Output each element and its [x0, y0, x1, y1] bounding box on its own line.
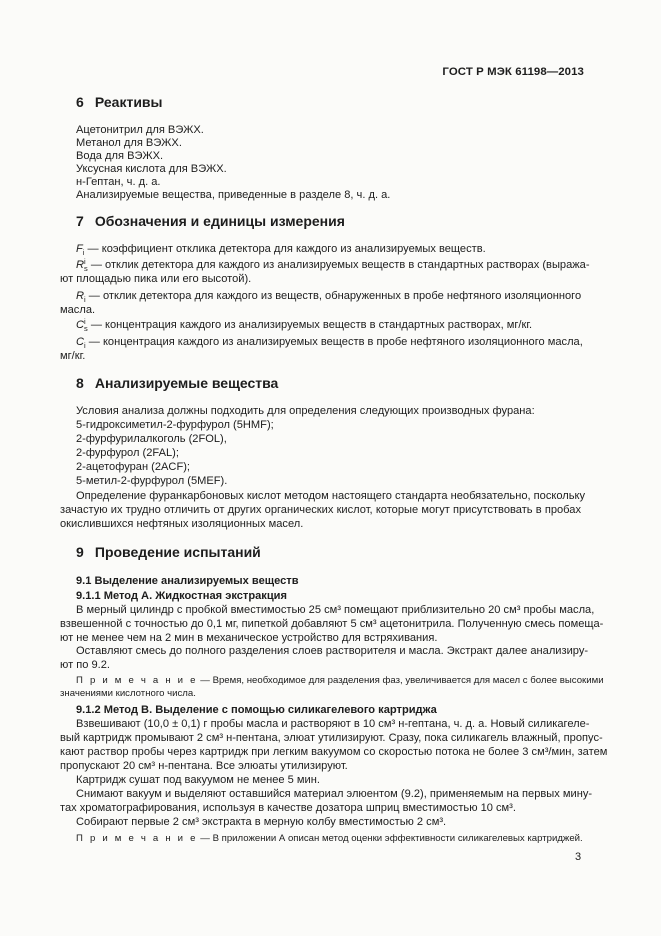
section-title: Анализируемые вещества [94, 375, 279, 391]
reagent-item: Анализируемые вещества, приведенные в разделе 8, ч. д. а. [76, 189, 391, 201]
paragraph-line: Оставляют смесь до полного разделения слоев растворителя и масла. Экстракт далее анализиру- [76, 645, 589, 657]
paragraph-line: окислившихся нефтяных изоляционных масел. [60, 518, 304, 530]
symbol-superscript: i [84, 317, 86, 326]
paragraph-line: Снимают вакуум и выделяют оставшийся материал элюентом (9.2), применяемым на первых мину- [76, 788, 593, 800]
definition-continuation: мг/кг. [60, 350, 86, 362]
paragraph-line: ют по 9.2. [60, 659, 111, 671]
furan-item: 2-ацетофуран (2ACF); [76, 461, 190, 473]
section-number: 9 [76, 544, 84, 560]
symbol: C [76, 318, 85, 331]
subsection-9-1-2-heading: 9.1.2 Метод В. Выделение с помощью силикагелевого картриджа [76, 704, 437, 716]
note-2 [76, 833, 583, 845]
symbol: F [76, 243, 83, 255]
reagent-item: Метанол для ВЭЖХ. [76, 137, 182, 149]
definition-continuation: масла. [60, 304, 96, 316]
symbol: C [76, 336, 85, 348]
definition-text: — отклик детектора для каждого из веществ, обнаруженных в пробе нефтяного изоляционного [85, 290, 582, 302]
paragraph-line: Картридж сушат под вакуумом не менее 5 мин. [76, 774, 320, 786]
definition-text: — коэффициент отклика детектора для каждого из анализируемых веществ. [84, 243, 486, 255]
furan-item: 5-гидроксиметил-2-фурфурол (5HMF); [76, 419, 274, 431]
reagent-item: н-Гептан, ч. д. а. [76, 176, 161, 188]
symbol: R [76, 290, 85, 302]
furan-item: 2-фурфурилалкоголь (2FOL), [76, 433, 227, 445]
symbol-subscript: s [84, 264, 88, 273]
furan-item: 5-метил-2-фурфурол (5MEF). [76, 475, 228, 487]
paragraph-line: Определение фуранкарбоновых кислот методом настоящего стандарта необязательно, поскольку [76, 490, 586, 502]
section-title: Проведение испытаний [94, 544, 261, 560]
page-number: 3 [575, 851, 582, 863]
symbol-superscript: i [84, 257, 86, 266]
section-7-heading [76, 213, 345, 229]
section-number: 8 [76, 375, 84, 391]
symbol-subscript: i [84, 341, 86, 351]
symbol-definition-R [76, 290, 581, 303]
definition-text: — отклик детектора для каждого из анализируемых веществ в стандартных растворах (выража- [87, 258, 590, 271]
paragraph-line: взвешенной с точностью до 0,1 мг, пипеткой добавляют 5 см³ ацетонитрила. Полученную смесь помеща- [60, 618, 604, 630]
section-6-heading [76, 94, 162, 110]
definition-text: — концентрация каждого из анализируемых веществ в пробе нефтяного изоляционного масла, [85, 336, 583, 348]
symbol: R [76, 258, 85, 271]
reagent-item: Уксусная кислота для ВЭЖХ. [76, 163, 227, 175]
note-label: П р и м е ч а н и е [76, 833, 198, 844]
paragraph-line: вый картридж промывают 2 см³ н-пентана, элюат утилизируют. Сразу, пока силикагель влажный, пропус- [60, 732, 603, 744]
section-title: Реактивы [94, 94, 163, 110]
paragraph-line: зачастую их трудно отличить от других органических кислот, которые могут присутствовать в пробах [60, 504, 581, 516]
section-8-heading [76, 375, 278, 391]
definition-text: — концентрация каждого из анализируемых веществ в стандартных растворах, мг/кг. [87, 318, 533, 331]
symbol-definition-Cs [76, 318, 532, 332]
symbol-definition-F [76, 243, 486, 256]
symbol-definition-Rs [76, 257, 590, 273]
symbol-subscript: i [84, 295, 86, 305]
subsection-9-1-heading: 9.1 Выделение анализируемых веществ [76, 575, 299, 587]
furan-item: 2-фурфурол (2FAL); [76, 447, 179, 459]
section-number: 6 [76, 94, 84, 110]
paragraph-line: пропускают 20 см³ н-пентана. Все элюаты утилизируют. [60, 760, 348, 772]
paragraph-line: Взвешивают (10,0 ± 0,1) г пробы масла и растворяют в 10 см³ н-гептана, ч. д. а. Новый силикагеле- [76, 718, 590, 730]
section-9-heading [76, 544, 261, 560]
paragraph-line: ют не менее чем на 2 мин в механическое устройство для встряхивания. [60, 632, 438, 644]
section-number: 7 [76, 213, 84, 229]
paragraph-line: кают раствор пробы через картридж при легким вакуумом со скоростью потока не более 3 см³/мин, затем [60, 746, 608, 758]
note-text: — Время, необходимое для разделения фаз, увеличивается для масел с более высокими [197, 675, 604, 686]
note-label: П р и м е ч а н и е [76, 675, 198, 686]
note-1-continuation: значениями кислотного числа. [60, 688, 196, 699]
symbol-subscript: s [84, 324, 88, 333]
section-8-intro: Условия анализа должны подходить для определения следующих производных фурана: [76, 405, 535, 417]
subsection-9-1-1-heading: 9.1.1 Метод А. Жидкостная экстракция [76, 590, 287, 602]
symbol-definition-C [76, 336, 581, 349]
definition-continuation: ют площадью пика или его высотой). [60, 273, 252, 285]
reagent-item: Ацетонитрил для ВЭЖХ. [76, 124, 204, 136]
paragraph-line: тах хроматографирования, используя в качестве дозатора шприц вместимостью 10 см³. [60, 802, 516, 814]
standard-header: ГОСТ Р МЭК 61198—2013 [442, 66, 584, 78]
note-1 [76, 675, 604, 687]
paragraph-line: В мерный цилиндр с пробкой вместимостью 25 см³ помещают приблизительно 20 см³ пробы масла, [76, 604, 595, 616]
reagent-item: Вода для ВЭЖХ. [76, 150, 164, 162]
paragraph-line: Собирают первые 2 см³ экстракта в мерную колбу вместимостью 2 см³. [76, 816, 447, 828]
section-title: Обозначения и единицы измерения [94, 213, 345, 229]
note-text: — В приложении А описан метод оценки эффективности силикагелевых картриджей. [197, 833, 583, 844]
symbol-subscript: i [82, 248, 85, 258]
